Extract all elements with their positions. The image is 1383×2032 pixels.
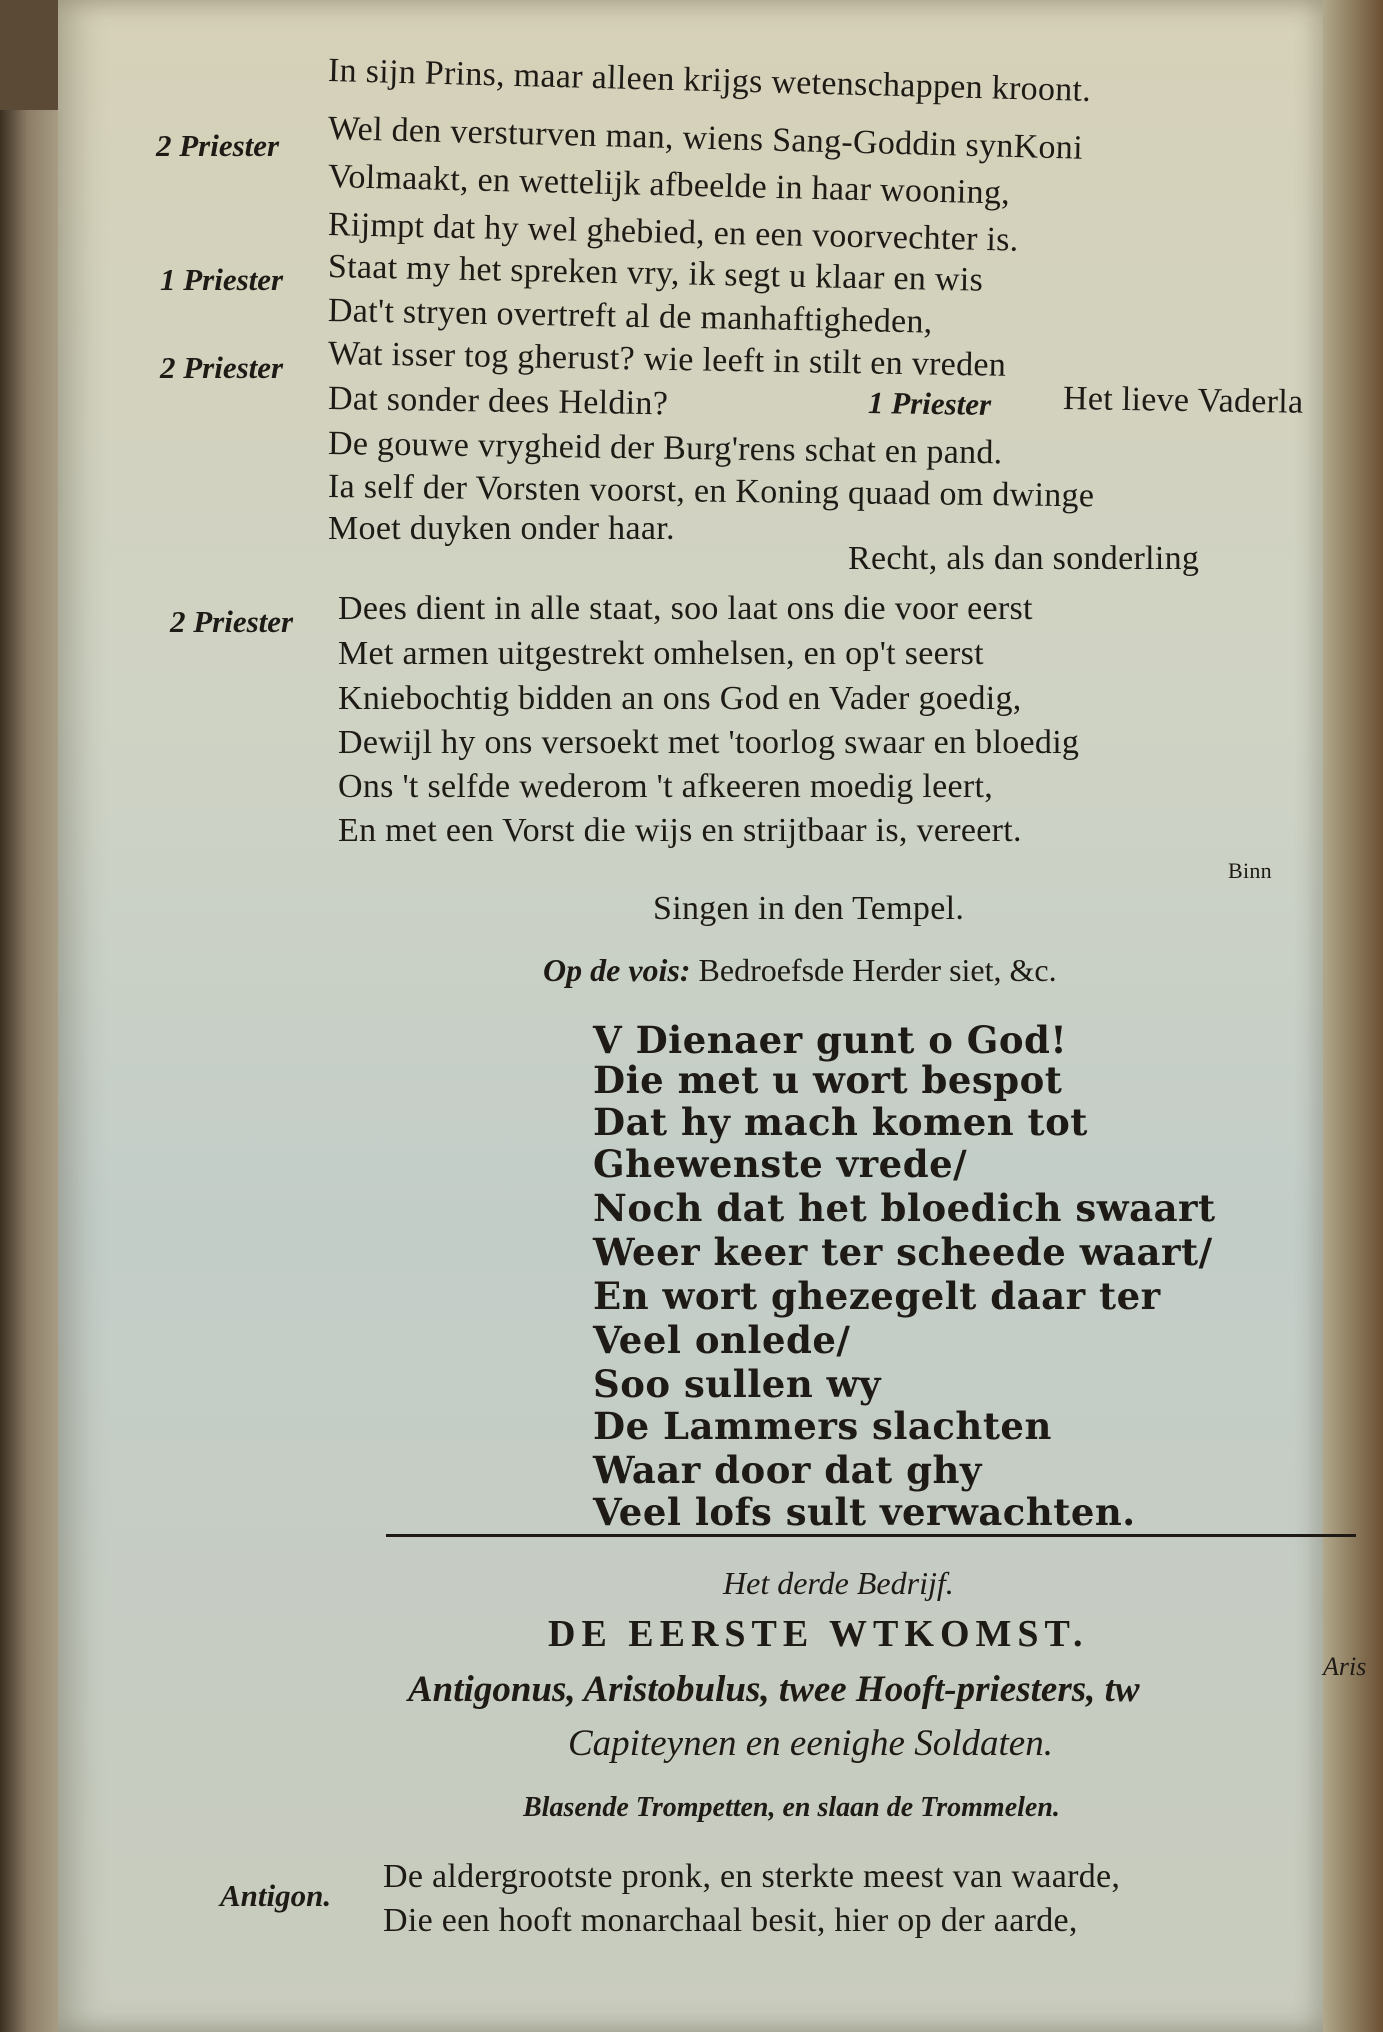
- song-verse: Veel onlede/: [593, 1318, 851, 1362]
- speaker-label: 2 Priester: [156, 128, 280, 163]
- song-verse: Veel lofs sult verwachten.: [593, 1490, 1136, 1534]
- tune-name: Bedroefsde Herder siet, &c.: [698, 952, 1057, 988]
- song-verse: Weer keer ter scheede waart/: [593, 1230, 1213, 1274]
- verse-line: Met armen uitgestrekt omhelsen, en op't seerst: [338, 635, 984, 672]
- verse-line: Recht, als dan sonderling: [848, 540, 1200, 577]
- song-verse: Noch dat het bloedich swaart: [593, 1186, 1216, 1230]
- song-verse: Dat hy mach komen tot: [593, 1100, 1088, 1144]
- verse-line: En met een Vorst die wijs en strijtbaar is, vereert.: [338, 812, 1022, 849]
- speaker-label: 2 Priester: [160, 350, 284, 385]
- act-title: Het derde Bedrijf.: [723, 1565, 954, 1601]
- scene-title: DE EERSTE WTKOMST.: [548, 1613, 1089, 1655]
- verse-line: Ons 't selfde wederom 't afkeeren moedig leert,: [338, 768, 994, 805]
- speech-line: Die een hooft monarchaal besit, hier op der aarde,: [383, 1902, 1078, 1939]
- song-verse: Die met u wort bespot: [593, 1058, 1063, 1102]
- song-verse: Ghewenste vrede/: [593, 1142, 968, 1186]
- speaker-label: 1 Priester: [160, 262, 284, 297]
- verse-line: Staat my het spreken vry, ik segt u klaar en wis: [327, 248, 984, 299]
- verse-line: Dees dient in alle staat, soo laat ons die voor eerst: [338, 590, 1033, 627]
- cast-line: Capiteynen en eenighe Soldaten.: [568, 1723, 1053, 1764]
- verse-line: Het lieve Vaderla: [1062, 380, 1304, 421]
- book-page: [58, 0, 1367, 2032]
- speaker-label: 1 Priester: [867, 385, 992, 422]
- speech-line: De aldergrootste pronk, en sterkte meest van waarde,: [383, 1858, 1121, 1895]
- section-divider: [386, 1534, 1356, 1537]
- cast-line: Antigonus, Aristobulus, twee Hooft-priesters, tw: [408, 1669, 1140, 1710]
- verse-line: De gouwe vrygheid der Burg'rens schat en pand.: [327, 425, 1003, 472]
- margin-note: Aris: [1323, 1652, 1367, 1681]
- verse-line: Ia self der Vorsten voorst, en Koning quaad om dwinge: [327, 468, 1095, 515]
- speaker-label: 2 Priester: [170, 604, 294, 639]
- song-verse: En wort ghezegelt daar ter: [593, 1274, 1161, 1318]
- stage-direction: Blasende Trompetten, en slaan de Trommelen.: [523, 1792, 1060, 1823]
- verse-line: Dat sonder dees Heldin?: [327, 380, 669, 423]
- speaker-label: Antigon.: [220, 1878, 332, 1913]
- verse-line: Wel den versturven man, wiens Sang-Goddin synKoni: [327, 110, 1084, 167]
- tune-line: [543, 952, 1057, 989]
- song-verse: Soo sullen wy: [593, 1362, 881, 1406]
- verse-line: In sijn Prins, maar alleen krijgs wetenschappen kroont.: [327, 52, 1092, 109]
- song-verse: V Dienaer gunt o God!: [593, 1018, 1068, 1062]
- song-heading: Singen in den Tempel.: [653, 890, 965, 927]
- verse-line: Rijmpt dat hy wel ghebied, en een voorvechter is.: [327, 206, 1019, 259]
- verse-line: Volmaakt, en wettelijk afbeelde in haar wooning,: [327, 158, 1011, 212]
- song-verse: De Lammers slachten: [593, 1404, 1052, 1448]
- tune-label: Op de vois:: [543, 952, 691, 988]
- song-verse: Waar door dat ghy: [593, 1448, 982, 1492]
- verse-line: Kniebochtig bidden an ons God en Vader goedig,: [338, 680, 1022, 717]
- verse-line: Dewijl hy ons versoekt met 'toorlog swaar en bloedig: [338, 724, 1080, 761]
- verse-line: Wat isser tog gherust? wie leeft in stilt en vreden: [327, 335, 1007, 384]
- verse-line: Moet duyken onder haar.: [328, 510, 675, 547]
- catchword: Binn: [1228, 858, 1272, 883]
- verse-line: Dat't stryen overtreft al de manhaftigheden,: [327, 292, 933, 341]
